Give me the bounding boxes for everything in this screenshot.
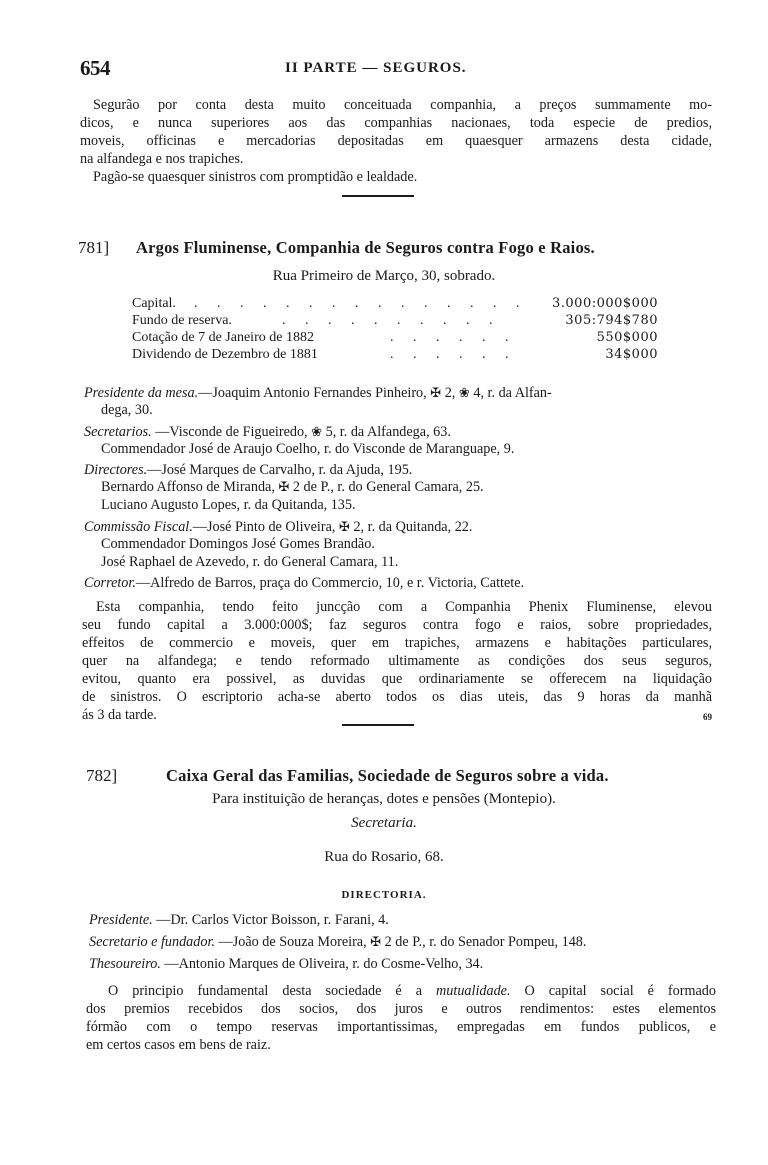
financial-label: Dividendo de Dezembro de 1881 — [132, 347, 318, 362]
page-number: 654 — [80, 56, 110, 80]
role-label: Secretario e fundador. — [89, 934, 215, 950]
entry-address: Rua do Rosario, 68. — [324, 849, 444, 865]
rose-order-icon: ❀ — [458, 386, 470, 401]
cross-of-order-icon: ✠ — [370, 935, 382, 950]
text-line: fórmão com o tempo reservas importantissimas, empregadas em fundos publicos, e — [86, 1019, 716, 1035]
officer-text: —Antonio Marques de Oliveira, r. do Cosme-Velho, 34. — [160, 956, 484, 972]
board-heading: DIRECTORIA. — [341, 889, 427, 901]
entry-subtitle: Para instituição de heranças, dotes e pensões (Montepio). — [212, 791, 556, 807]
leader-dots: . . . . . . — [390, 347, 517, 362]
officer-presidente — [89, 911, 389, 929]
officer-commissao-fiscal — [84, 518, 472, 537]
financial-label: Cotação de 7 de Janeiro de 1882 — [132, 330, 314, 345]
officer-text: —João de Souza Moreira, — [214, 934, 371, 950]
leader-dots: . . . . . . . . . . — [282, 313, 501, 328]
intro-paragraph — [80, 96, 712, 186]
financial-label: Capital. — [132, 296, 176, 311]
financial-row — [132, 296, 658, 312]
officer-text: 4, r. da Alfan- — [469, 385, 552, 401]
role-label: Directores. — [84, 462, 148, 478]
role-label: Presidente da mesa. — [84, 385, 199, 401]
officer-secretario — [89, 933, 586, 952]
officer-text: —José Marques de Carvalho, r. da Ajuda, 195. — [147, 462, 413, 478]
officer-text: 2, — [441, 385, 459, 401]
officer-secretarios — [84, 423, 451, 442]
leader-dots: . . . . . . . . . . . . . . . — [194, 296, 528, 311]
text-run: O principio fundamental desta sociedade é a — [108, 983, 437, 999]
text-line: quer na alfandega; e tendo reformado ultimamente as condições dos seus seguros, — [82, 653, 712, 669]
text-line: Esta companhia, tendo feito juncção com a Companhia Phenix Fluminense, elevou — [96, 599, 712, 615]
officer-thesoureiro — [89, 955, 483, 973]
text-line: dos premios recebidos dos socios, dos juros e outros rendimentos: estes elementos — [86, 1001, 716, 1017]
role-label: Thesoureiro. — [89, 956, 161, 972]
text-line: seu fundo capital a 3.000:000$; faz seguros contra fogo e raios, sobre propriedades, — [82, 617, 712, 633]
officer-text: —Alfredo de Barros, praça do Commercio, 10, e r. Victoria, Cattete. — [135, 575, 525, 591]
section-divider — [342, 724, 414, 726]
text-line: dicos, e nunca superiores aos das companhias nacionaes, toda especie de predios, — [80, 115, 712, 131]
officer-continuation: Luciano Augusto Lopes, r. da Quitanda, 135. — [101, 497, 356, 513]
text-line: effeitos de commercio e moveis, quer em trapiches, armazens e habitações particulares, — [82, 635, 712, 651]
financial-value: 305:794$780 — [565, 313, 658, 328]
text-line: na alfandega e nos trapiches. — [80, 151, 244, 167]
running-title: II PARTE — SEGUROS. — [285, 60, 467, 76]
officer-text: 2 de P., r. do General Camara, 25. — [289, 479, 484, 495]
rose-order-icon: ❀ — [311, 425, 323, 440]
financial-label: Fundo de reserva. — [132, 313, 232, 328]
entry-number: 782] — [86, 766, 118, 785]
officer-text: Bernardo Affonso de Miranda, — [101, 479, 279, 495]
section-divider — [342, 195, 414, 197]
financial-row — [132, 313, 658, 329]
role-label: Presidente. — [89, 912, 153, 928]
officer-text: —Joaquim Antonio Fernandes Pinheiro, — [198, 385, 427, 401]
role-label: Corretor. — [84, 575, 136, 591]
signature-mark: 69 — [703, 712, 712, 722]
officer-text: 2, r. da Quitanda, 22. — [349, 519, 473, 535]
officer-continuation: Commendador José de Araujo Coelho, r. do Visconde de Maranguape, 9. — [101, 441, 515, 457]
text-run: O capital social é formado — [510, 983, 716, 999]
officer-text: 2 de P., r. do Senador Pompeu, 148. — [381, 934, 587, 950]
entry-781-description — [82, 598, 712, 724]
officer-continuation: Commendador Domingos José Gomes Brandão. — [101, 536, 375, 552]
text-line: evitou, quanto era possivel, as duvidas que ordinariamente se offerecem na liquidação — [82, 671, 712, 687]
role-label: Commissão Fiscal. — [84, 519, 193, 535]
entry-title: Argos Fluminense, Companhia de Seguros contra Fogo e Raios. — [136, 238, 595, 257]
entry-address: Rua Primeiro de Março, 30, sobrado. — [272, 268, 496, 284]
cross-of-order-icon: ✠ — [430, 386, 442, 401]
officer-continuation: dega, 30. — [101, 402, 153, 418]
leader-dots: . . . . . . — [390, 330, 517, 345]
financial-value: 550$000 — [596, 330, 658, 345]
officer-corretor — [84, 574, 524, 592]
text-line: Segurão por conta desta muito conceituada companhia, a preços summamente mo- — [93, 97, 712, 113]
text-line: em certos casos em bens de raiz. — [86, 1037, 271, 1053]
officer-continuation — [101, 479, 484, 496]
financial-row — [132, 330, 658, 346]
officer-text: 5, r. da Alfandega, 63. — [322, 424, 451, 440]
officer-presidente — [84, 384, 552, 403]
text-line: de sinistros. O escriptorio acha-se aberto todos os dias uteis, das 9 horas da manhã — [82, 689, 712, 705]
emphasis-text: mutualidade. — [436, 983, 511, 999]
cross-of-order-icon: ✠ — [278, 480, 290, 495]
cross-of-order-icon: ✠ — [338, 520, 350, 535]
entry-office: Secretaria. — [351, 815, 417, 831]
financial-value: 3.000:000$000 — [552, 296, 658, 311]
role-label: Secretarios. — [84, 424, 152, 440]
officer-directores — [84, 461, 412, 479]
entry-title: Caixa Geral das Familias, Sociedade de Seguros sobre a vida. — [166, 766, 609, 785]
officer-text: —Visconde de Figueiredo, — [151, 424, 312, 440]
entry-782-description — [86, 982, 716, 1054]
officer-text: —Dr. Carlos Victor Boisson, r. Farani, 4. — [152, 912, 389, 928]
officer-continuation: José Raphael de Azevedo, r. do General Camara, 11. — [101, 554, 399, 570]
officer-text: —José Pinto de Oliveira, — [192, 519, 339, 535]
financial-row — [132, 347, 658, 363]
text-line: ás 3 da tarde. — [82, 707, 157, 723]
text-line: Pagão-se quaesquer sinistros com promptidão e lealdade. — [93, 169, 418, 185]
financial-value: 34$000 — [605, 347, 658, 362]
text-line — [86, 982, 716, 1000]
entry-number: 781] — [78, 238, 110, 257]
text-line: moveis, officinas e mercadorias depositadas em quaesquer armazens desta cidade, — [80, 133, 712, 149]
